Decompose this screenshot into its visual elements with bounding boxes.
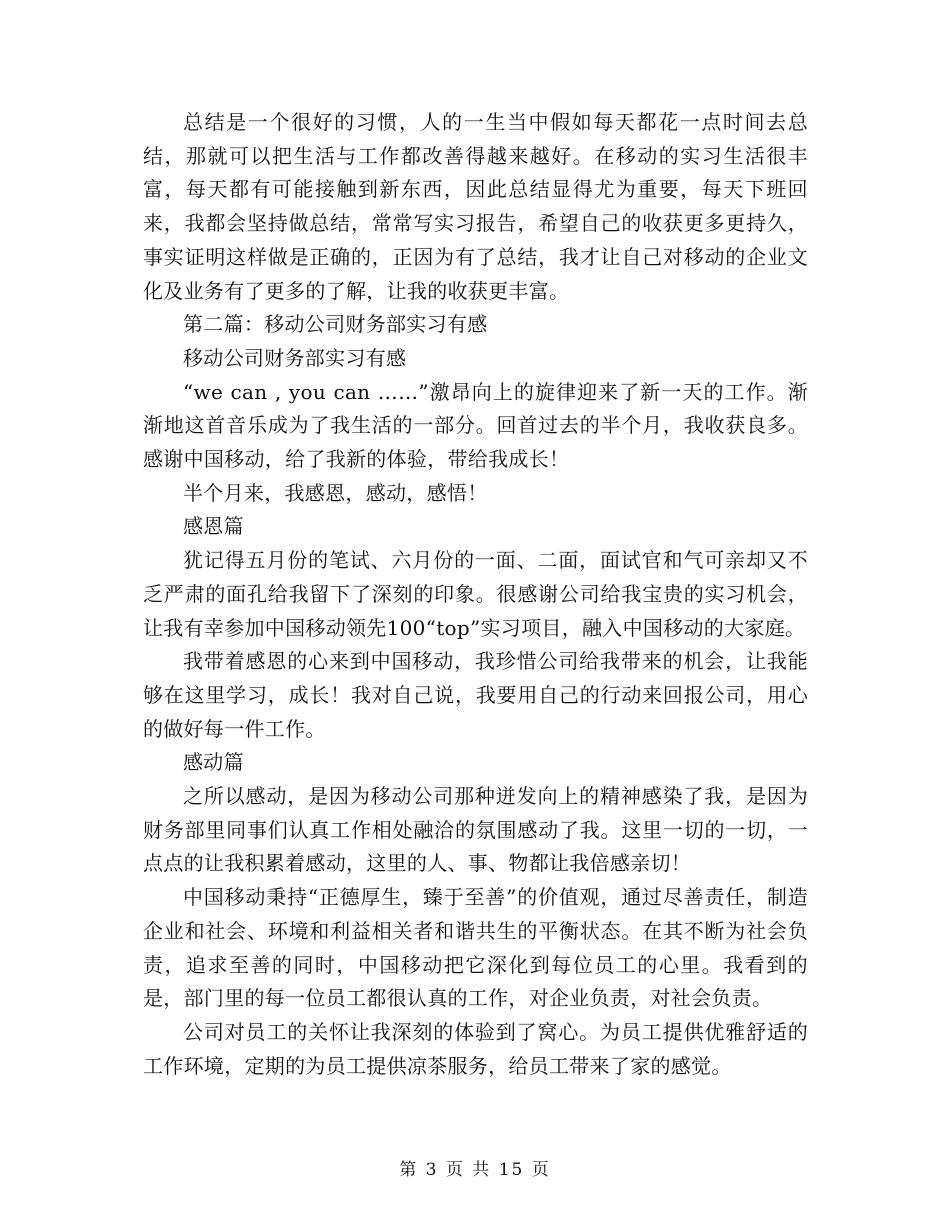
paragraph-employee-care: 公司对员工的关怀让我深刻的体验到了窝心。为员工提供优雅舒适的工作环境，定期的为员工提供凉茶服务，给员工带来了家的感觉。	[143, 1019, 808, 1078]
paragraph-moved-heading: 感动篇	[183, 750, 244, 775]
paragraph-gratitude-heading: 感恩篇	[183, 514, 244, 539]
document-body	[143, 106, 808, 1083]
paragraph-grateful-heart: 我带着感恩的心来到中国移动，我珍惜公司给我带来的机会，让我能够在这里学习，成长！我对自己说，我要用自己的行动来回报公司，用心的做好每一件工作。	[143, 649, 808, 741]
paragraph-values: 中国移动秉持“正德厚生，臻于至善”的价值观，通过尽善责任，制造企业和社会、环境和利益相关者和谐共生的平衡状态。在其不断为社会负责，追求至善的同时，中国移动把它深化到每位员工的心里。我看到的是，部门里的每一位员工都很认真的工作，对企业负责，对社会负责。	[143, 885, 808, 1011]
paragraph-moved-reason: 之所以感动，是因为移动公司那种迸发向上的精神感染了我，是因为财务部里同事们认真工作相处融洽的氛围感动了我。这里一切的一切，一点点的让我积累着感动，这里的人、事、物都让我倍感亲切！	[143, 784, 808, 876]
paragraph-interview-memory: 犹记得五月份的笔试、六月份的一面、二面，面试官和气可亲却又不乏严肃的面孔给我留下了深刻的印象。很感谢公司给我宝贵的实习机会，让我有幸参加中国移动领先100“top”实习项目，融入中国移动的大家庭。	[143, 548, 808, 640]
page-number-footer: 第 3 页 共 15 页	[399, 1160, 551, 1180]
paragraph-intro: “we can , you can ……”激昂向上的旋律迎来了新一天的工作。渐渐地这首音乐成为了我生活的一部分。回首过去的半个月，我收获良多。感谢中国移动，给了我新的体验，带给我成长！	[143, 379, 808, 472]
paragraph-article-title: 移动公司财务部实习有感	[183, 345, 407, 370]
paragraph-section-heading: 第二篇：移动公司财务部实习有感	[183, 312, 488, 337]
paragraph-half-month: 半个月来，我感恩，感动，感悟！	[183, 480, 488, 505]
paragraph-summary: 总结是一个很好的习惯，人的一生当中假如每天都花一点时间去总结，那就可以把生活与工作都改善得越来越好。在移动的实习生活很丰富，每天都有可能接触到新东西，因此总结显得尤为重要，每天下班回来，我都会坚持做总结，常常写实习报告，希望自己的收获更多更持久，事实证明这样做是正确的，正因为有了总结，我才让自己对移动的企业文化及业务有了更多的了解，让我的收获更丰富。	[143, 110, 808, 303]
